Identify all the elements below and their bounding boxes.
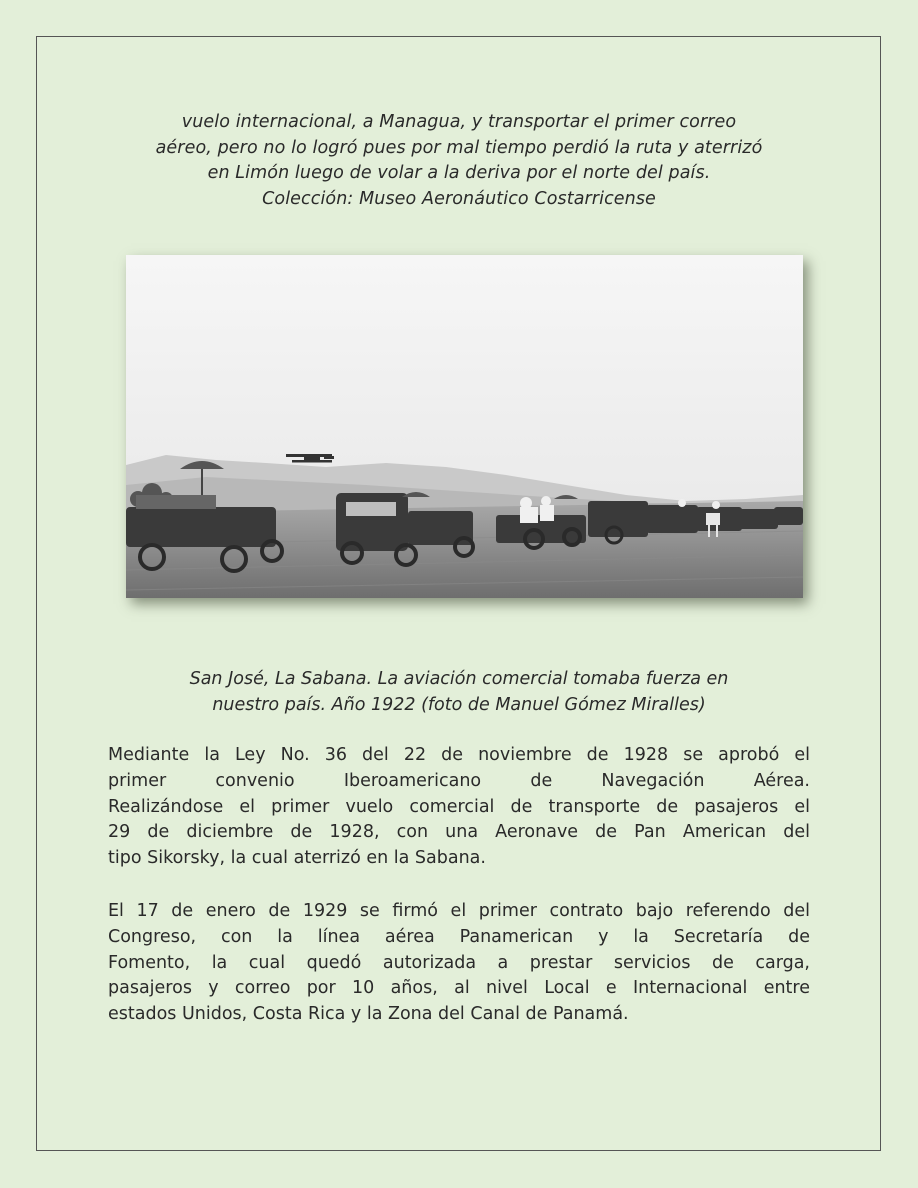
historic-photo	[126, 255, 803, 598]
paragraph-line: estados Unidos, Costa Rica y la Zona del Canal de Panamá.	[108, 1004, 629, 1025]
top-photo-caption	[100, 110, 818, 212]
paragraph-line: El 17 de enero de 1929 se firmó el primer contrato bajo referendo del	[108, 901, 810, 921]
paragraph-line: Fomento, la cual quedó autorizada a prestar servicios de carga,	[108, 952, 810, 973]
body-paragraph	[108, 743, 810, 872]
paragraph-line: pasajeros y correo por 10 años, al nivel Local e Internacional entre	[108, 978, 810, 999]
paragraph-line: tipo Sikorsky, la cual aterrizó en la Sabana.	[108, 848, 486, 869]
caption-line: nuestro país. Año 1922 (foto de Manuel Gómez Miralles)	[212, 695, 706, 715]
paragraph-line: primer convenio Iberoamericano de Navegación Aérea.	[108, 770, 810, 791]
caption-line: Colección: Museo Aeronáutico Costarricense	[262, 188, 656, 209]
paragraph-line: Realizándose el primer vuelo comercial de transporte de pasajeros el	[108, 796, 810, 817]
caption-line: San José, La Sabana. La aviación comercial tomaba fuerza en	[189, 669, 729, 689]
body-paragraph	[108, 899, 810, 1028]
caption-line: vuelo internacional, a Managua, y transportar el primer correo	[181, 112, 737, 132]
caption-line: aéreo, pero no lo logró pues por mal tiempo perdió la ruta y aterrizó	[155, 137, 763, 158]
historic-photo-airfield-icon	[126, 255, 803, 598]
paragraph-line: 29 de diciembre de 1928, con una Aeronave de Pan American del	[108, 822, 810, 843]
paragraph-line: Congreso, con la línea aérea Panamerican y la Secretaría de	[108, 926, 810, 947]
paragraph-line: Mediante la Ley No. 36 del 22 de noviembre de 1928 se aprobó el	[108, 745, 810, 765]
bottom-photo-caption	[100, 666, 818, 718]
caption-line: en Limón luego de volar a la deriva por el norte del país.	[207, 163, 711, 184]
